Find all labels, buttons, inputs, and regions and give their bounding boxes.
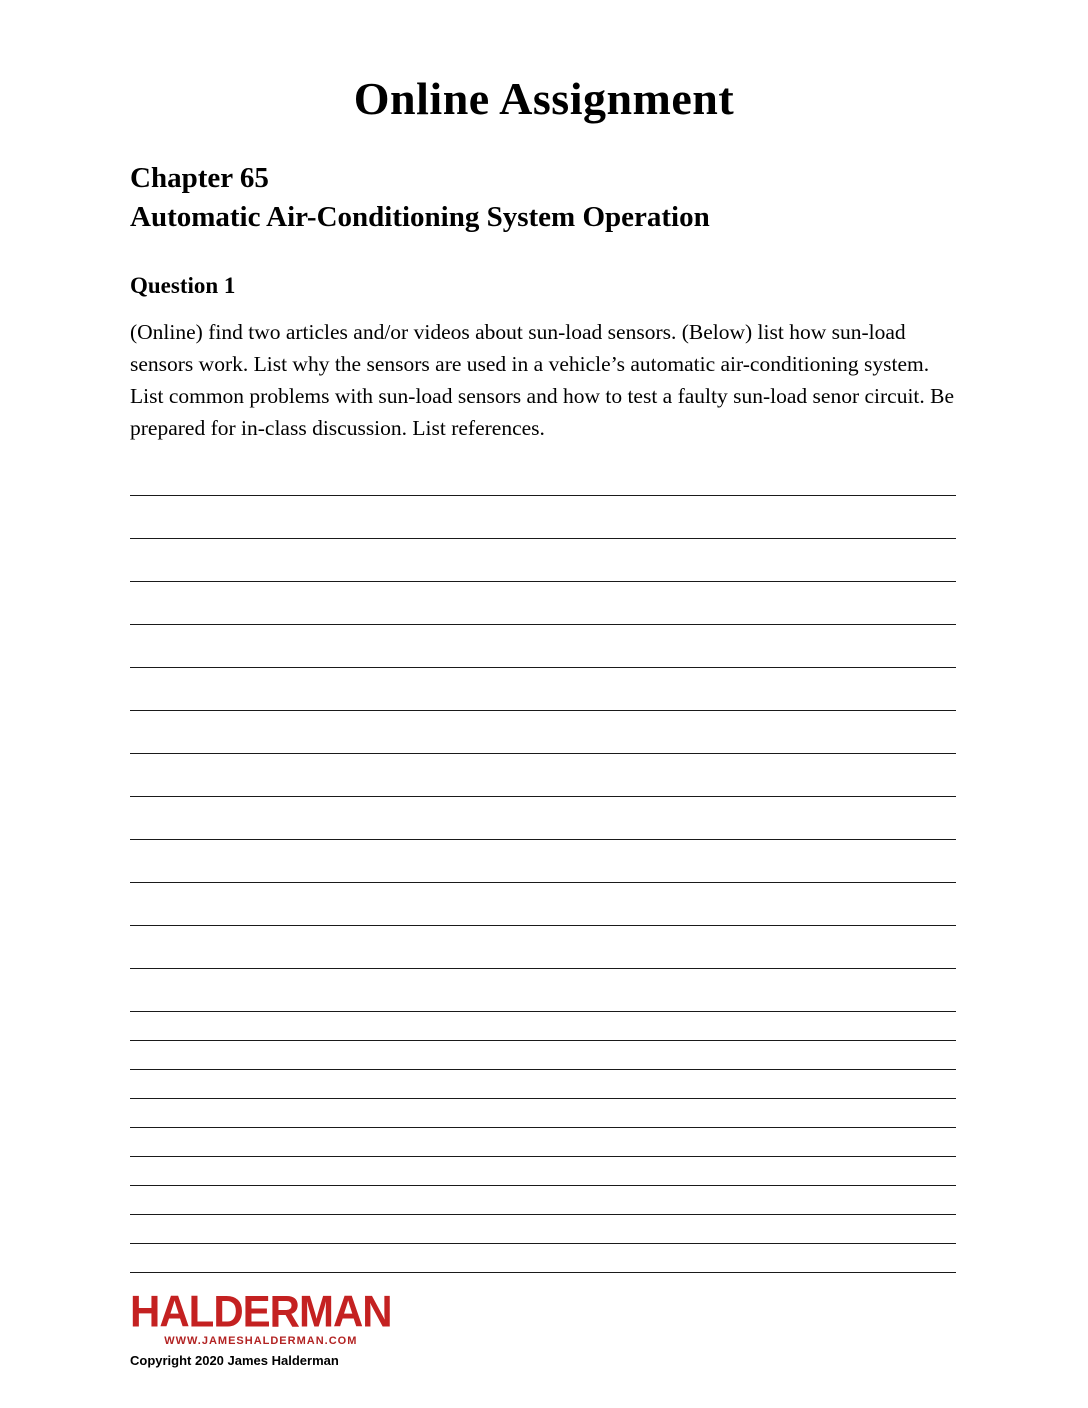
answer-line [130, 969, 956, 1012]
halderman-website: WWW.JAMESHALDERMAN.COM [164, 1335, 358, 1347]
answer-line [130, 926, 956, 969]
answer-line [130, 625, 956, 668]
question-text: (Online) find two articles and/or videos about sun-load sensors. (Below) list how sun-load sensors work. List why the sensors are used in a vehicle’s automatic air-conditioning system. List common problems with sun-load sensors and how to test a faulty sun-load senor circuit. Be prepared for in-class discussion. List references. [130, 320, 955, 440]
answer-line [130, 668, 956, 711]
answer-line [130, 1157, 956, 1186]
question-label: Question 1 [130, 273, 236, 299]
answer-line [130, 582, 956, 625]
chapter-heading [130, 159, 956, 237]
answer-lines [130, 453, 956, 1273]
answer-line [130, 754, 956, 797]
page-title: Online Assignment [353, 73, 735, 124]
halderman-logo-text: HALDERMAN [130, 1286, 392, 1337]
chapter-name: Automatic Air-Conditioning System Operation [130, 201, 710, 234]
answer-line [130, 711, 956, 754]
answer-line [130, 496, 956, 539]
answer-line [130, 1041, 956, 1070]
answer-line [130, 539, 956, 582]
answer-line [130, 883, 956, 926]
answer-line [130, 453, 956, 496]
halderman-logo [130, 1286, 392, 1347]
answer-line [130, 1186, 956, 1215]
answer-line [130, 1128, 956, 1157]
answer-line [130, 1070, 956, 1099]
answer-line [130, 840, 956, 883]
copyright-text: Copyright 2020 James Halderman [130, 1353, 339, 1368]
answer-line [130, 1099, 956, 1128]
answer-line [130, 797, 956, 840]
content-area [130, 159, 956, 1273]
answer-line [130, 1215, 956, 1244]
answer-line [130, 1012, 956, 1041]
chapter-number: Chapter 65 [130, 162, 269, 194]
answer-line [130, 1244, 956, 1273]
footer [130, 1286, 392, 1368]
